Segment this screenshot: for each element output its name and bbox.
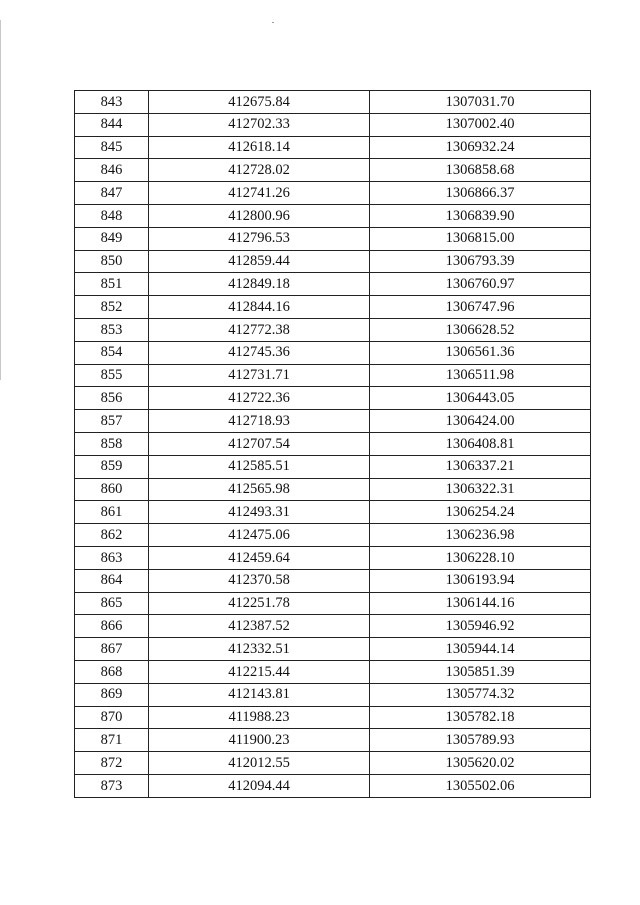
table-row [75,592,591,615]
table-row [75,296,591,319]
table-row [75,159,591,182]
table-row [75,364,591,387]
table-row [75,569,591,592]
point-number-cell: 870 [75,706,149,729]
y-coordinate-cell: 1306236.98 [370,524,591,547]
x-coordinate-cell: 412800.96 [149,204,370,227]
point-number-cell: 868 [75,660,149,683]
y-coordinate-cell: 1306254.24 [370,501,591,524]
x-coordinate-cell: 412370.58 [149,569,370,592]
x-coordinate-cell: 412012.55 [149,752,370,775]
x-coordinate-cell: 412844.16 [149,296,370,319]
y-coordinate-cell: 1306747.96 [370,296,591,319]
point-number-cell: 845 [75,136,149,159]
y-coordinate-cell: 1307002.40 [370,113,591,136]
table-row [75,273,591,296]
point-number-cell: 863 [75,546,149,569]
y-coordinate-cell: 1305774.32 [370,683,591,706]
table-row [75,524,591,547]
x-coordinate-cell: 411900.23 [149,729,370,752]
table-row [75,683,591,706]
y-coordinate-cell: 1306815.00 [370,227,591,250]
point-number-cell: 843 [75,91,149,114]
y-coordinate-cell: 1306408.81 [370,432,591,455]
table-row [75,410,591,433]
x-coordinate-cell: 412796.53 [149,227,370,250]
x-coordinate-cell: 412459.64 [149,546,370,569]
x-coordinate-cell: 412565.98 [149,478,370,501]
x-coordinate-cell: 412728.02 [149,159,370,182]
y-coordinate-cell: 1305851.39 [370,660,591,683]
coordinates-table [74,90,591,798]
x-coordinate-cell: 411988.23 [149,706,370,729]
x-coordinate-cell: 412722.36 [149,387,370,410]
x-coordinate-cell: 412493.31 [149,501,370,524]
point-number-cell: 869 [75,683,149,706]
y-coordinate-cell: 1306932.24 [370,136,591,159]
table-row [75,660,591,683]
table-row [75,501,591,524]
x-coordinate-cell: 412859.44 [149,250,370,273]
point-number-cell: 852 [75,296,149,319]
y-coordinate-cell: 1306866.37 [370,182,591,205]
table-row [75,227,591,250]
table-row [75,752,591,775]
y-coordinate-cell: 1305502.06 [370,774,591,797]
x-coordinate-cell: 412702.33 [149,113,370,136]
y-coordinate-cell: 1306322.31 [370,478,591,501]
y-coordinate-cell: 1306193.94 [370,569,591,592]
point-number-cell: 854 [75,341,149,364]
point-number-cell: 867 [75,638,149,661]
x-coordinate-cell: 412741.26 [149,182,370,205]
point-number-cell: 872 [75,752,149,775]
point-number-cell: 857 [75,410,149,433]
table-row [75,182,591,205]
y-coordinate-cell: 1306760.97 [370,273,591,296]
point-number-cell: 865 [75,592,149,615]
table-row [75,113,591,136]
table-row [75,341,591,364]
point-number-cell: 848 [75,204,149,227]
table-row [75,638,591,661]
point-number-cell: 866 [75,615,149,638]
table-row [75,432,591,455]
table-row [75,706,591,729]
table-row [75,546,591,569]
y-coordinate-cell: 1305789.93 [370,729,591,752]
y-coordinate-cell: 1306443.05 [370,387,591,410]
x-coordinate-cell: 412707.54 [149,432,370,455]
point-number-cell: 864 [75,569,149,592]
y-coordinate-cell: 1306424.00 [370,410,591,433]
x-coordinate-cell: 412475.06 [149,524,370,547]
table-row [75,478,591,501]
y-coordinate-cell: 1306858.68 [370,159,591,182]
y-coordinate-cell: 1306144.16 [370,592,591,615]
x-coordinate-cell: 412772.38 [149,318,370,341]
table-row [75,91,591,114]
point-number-cell: 871 [75,729,149,752]
point-number-cell: 873 [75,774,149,797]
x-coordinate-cell: 412332.51 [149,638,370,661]
point-number-cell: 859 [75,455,149,478]
x-coordinate-cell: 412387.52 [149,615,370,638]
x-coordinate-cell: 412094.44 [149,774,370,797]
y-coordinate-cell: 1307031.70 [370,91,591,114]
table-row [75,318,591,341]
point-number-cell: 847 [75,182,149,205]
x-coordinate-cell: 412215.44 [149,660,370,683]
x-coordinate-cell: 412745.36 [149,341,370,364]
x-coordinate-cell: 412251.78 [149,592,370,615]
y-coordinate-cell: 1306561.36 [370,341,591,364]
x-coordinate-cell: 412585.51 [149,455,370,478]
point-number-cell: 853 [75,318,149,341]
page-edge-line [0,20,1,380]
scan-speck [272,22,274,23]
x-coordinate-cell: 412618.14 [149,136,370,159]
x-coordinate-cell: 412849.18 [149,273,370,296]
x-coordinate-cell: 412731.71 [149,364,370,387]
point-number-cell: 856 [75,387,149,410]
point-number-cell: 858 [75,432,149,455]
y-coordinate-cell: 1306337.21 [370,455,591,478]
y-coordinate-cell: 1305944.14 [370,638,591,661]
table-row [75,204,591,227]
table-row [75,774,591,797]
x-coordinate-cell: 412675.84 [149,91,370,114]
x-coordinate-cell: 412718.93 [149,410,370,433]
y-coordinate-cell: 1306228.10 [370,546,591,569]
point-number-cell: 849 [75,227,149,250]
point-number-cell: 861 [75,501,149,524]
table-row [75,136,591,159]
y-coordinate-cell: 1306793.39 [370,250,591,273]
y-coordinate-cell: 1306628.52 [370,318,591,341]
table-row [75,387,591,410]
y-coordinate-cell: 1305946.92 [370,615,591,638]
y-coordinate-cell: 1306511.98 [370,364,591,387]
table-row [75,250,591,273]
y-coordinate-cell: 1305620.02 [370,752,591,775]
x-coordinate-cell: 412143.81 [149,683,370,706]
point-number-cell: 860 [75,478,149,501]
coordinates-table-body [75,91,591,798]
point-number-cell: 851 [75,273,149,296]
point-number-cell: 850 [75,250,149,273]
point-number-cell: 855 [75,364,149,387]
table-row [75,615,591,638]
point-number-cell: 844 [75,113,149,136]
table-row [75,455,591,478]
table-row [75,729,591,752]
point-number-cell: 862 [75,524,149,547]
y-coordinate-cell: 1305782.18 [370,706,591,729]
y-coordinate-cell: 1306839.90 [370,204,591,227]
point-number-cell: 846 [75,159,149,182]
